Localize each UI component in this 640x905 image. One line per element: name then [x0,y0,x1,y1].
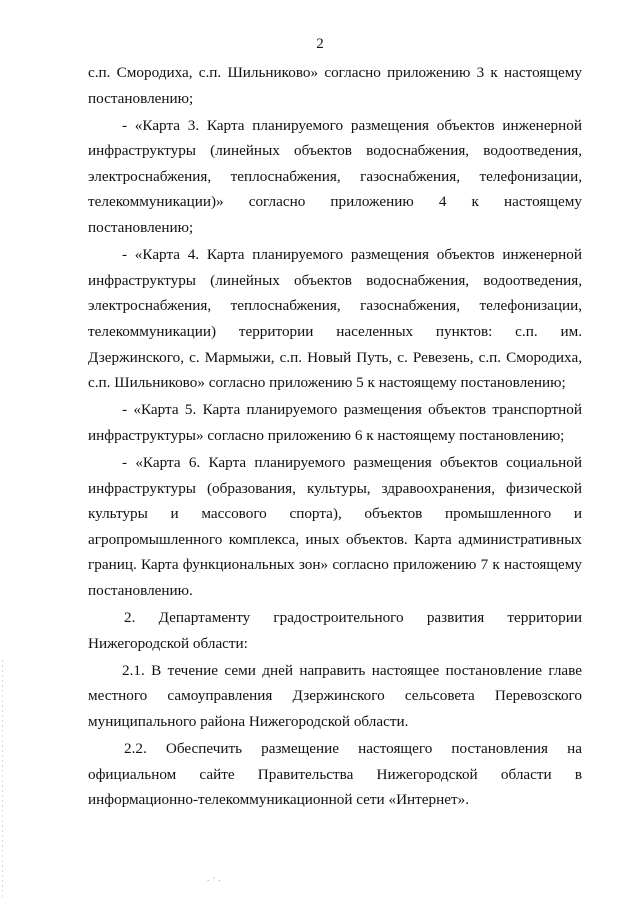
paragraph-map-6: - «Карта 6. Карта планируемого размещения объектов социальной инфраструктуры (образования, культуры, здравоохранения, физической культуры и массового спорта), объектов промышленного и агропромышленного комплекса, иных объектов. Карта административных границ. Карта функциональных зон» согласно приложению 7 к настоящему постановлению. [88,453,582,599]
scan-margin-artifact [2,660,3,900]
paragraph-map-5: - «Карта 5. Карта планируемого размещения объектов транспортной инфраструктуры» согласно приложению 6 к настоящему постановлению; [88,401,582,444]
page-number: 2 [316,36,324,52]
document-body [88,60,582,813]
paragraph-item-2-1: 2.1. В течение семи дней направить настоящее постановление главе местного самоуправления Дзержинского сельсовета Перевозского муниципального района Нижегородской области. [88,661,582,730]
paragraph-continuation: с.п. Смородиха, с.п. Шильниково» согласно приложению 3 к настоящему постановлению; [88,64,582,107]
scan-speck: .·. [207,873,224,883]
paragraph-item-2-2: 2.2. Обеспечить размещение настоящего постановления на официальном сайте Правительства Нижегородской области в информационно-телекоммуникационной сети «Интернет». [88,739,582,809]
paragraph-item-2: 2. Департаменту градостроительного развития территории Нижегородской области: [88,608,582,652]
paragraph-map-3: - «Карта 3. Карта планируемого размещения объектов инженерной инфраструктуры (линейных объектов водоснабжения, водоотведения, электроснабжения, теплоснабжения, газоснабжения, телефонизации, телекоммуникации)» согласно приложению 4 к настоящему постановлению; [88,116,582,237]
paragraph-map-4: - «Карта 4. Карта планируемого размещения объектов инженерной инфраструктуры (линейных объектов водоснабжения, водоотведения, электроснабжения, теплоснабжения, газоснабжения, телефонизации, телекоммуникации) территории населенных пунктов: с.п. им. Дзержинского, с. Мармыжи, с.п. Новый Путь, с. Ревезень, с.п. Смородиха, с.п. Шильниково» согласно приложению 5 к настоящему постановлению; [88,246,582,392]
